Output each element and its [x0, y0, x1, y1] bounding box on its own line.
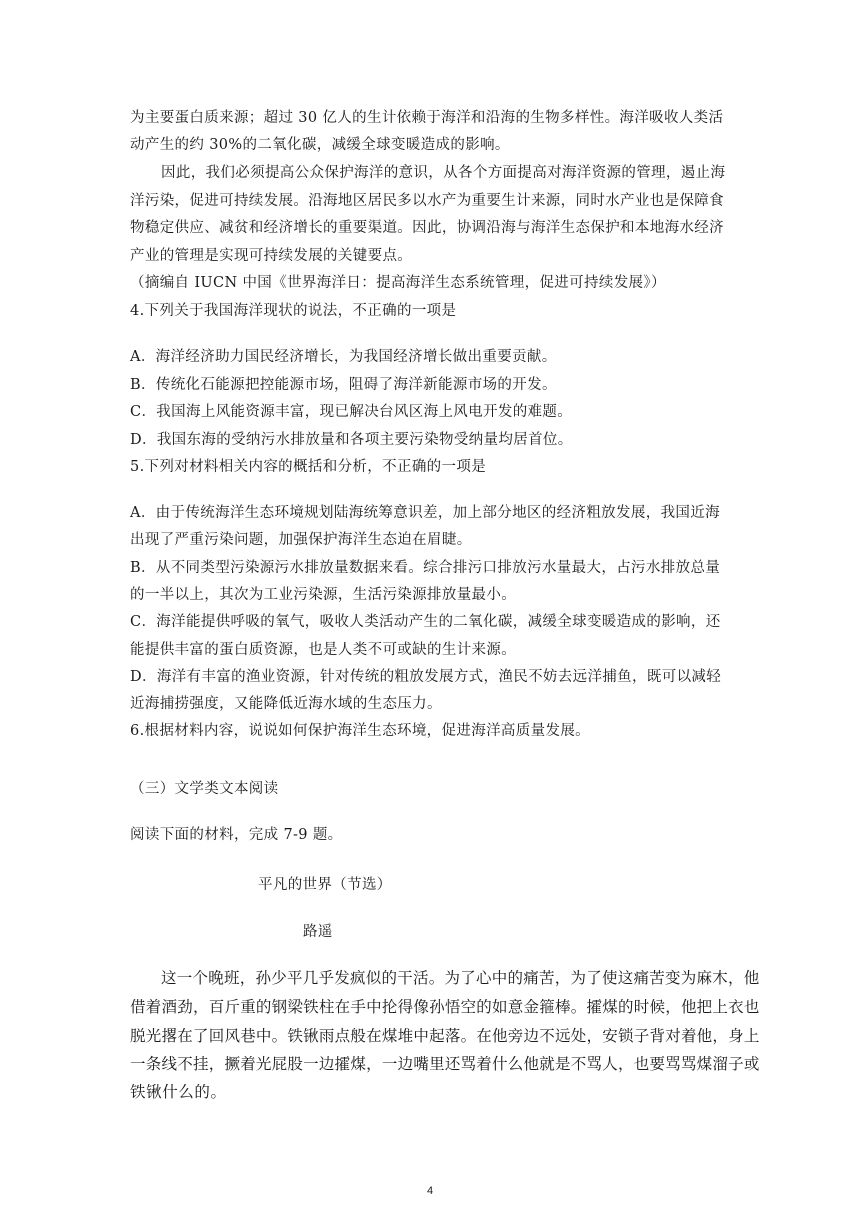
question-5: 5.下列对材料相关内容的概括和分析，不正确的一项是	[130, 459, 487, 475]
option-c: C．海洋能提供呼吸的氧气，吸收人类活动产生的二氧化碳，减缓全球变暖造成的影响，还	[130, 614, 721, 630]
question-4: 4.下列关于我国海洋现状的说法，不正确的一项是	[130, 303, 457, 319]
option-a-cont: 出现了严重污染问题，加强保护海洋生态迫在眉睫。	[130, 532, 472, 548]
option-b: B．传统化石能源把控能源市场，阻碍了海洋新能源市场的开发。	[130, 377, 557, 393]
passage-title: 平凡的世界（节选）	[258, 877, 392, 893]
paragraph-line: 因此，我们必须提高公众保护海洋的意识，从各个方面提高对海洋资源的管理，遏止海	[161, 165, 726, 181]
option-d-cont: 近海捕捞强度，又能降低近海水域的生态压力。	[130, 696, 442, 712]
option-c: C．我国海上风能资源丰富，现已解决台风区海上风电开发的难题。	[130, 404, 573, 420]
option-b-cont: 的一半以上，其次为工业污染源，生活污染源排放量最小。	[130, 587, 517, 603]
instruction: 阅读下面的材料，完成 7-9 题。	[130, 827, 343, 843]
paragraph-line: 洋污染，促进可持续发展。沿海地区居民多以水产为重要生计来源，同时水产业也是保障食	[130, 193, 724, 209]
passage-line: 借着酒劲，百斤重的钢梁铁柱在手中抡得像孙悟空的如意金箍棒。攉煤的时候，他把上衣也	[130, 998, 760, 1016]
passage-line: 铁锹什么的。	[130, 1083, 227, 1101]
option-a: A．由于传统海洋生态环境规划陆海统筹意识差，加上部分地区的经济粗放发展，我国近海	[130, 505, 720, 521]
source-citation: （摘编自 IUCN 中国《世界海洋日：提高海洋生态系统管理，促进可持续发展》）	[130, 275, 666, 291]
passage-line: 一条线不挂，撅着光屁股一边攉煤，一边嘴里还骂着什么他就是不骂人，也要骂骂煤溜子或	[130, 1055, 760, 1073]
option-b: B．从不同类型污染源污水排放量数据来看。综合排污口排放污水量最大，占污水排放总量	[130, 560, 721, 576]
paragraph-line: 物稳定供应、减贫和经济增长的重要渠道。因此，协调沿海与海洋生态保护和本地海水经济	[130, 220, 724, 236]
question-6: 6.根据材料内容，说说如何保护海洋生态环境，促进海洋高质量发展。	[130, 723, 591, 739]
page-number: 4	[426, 1185, 434, 1197]
paragraph-line: 为主要蛋白质来源；超过 30 亿人的生计依赖于海洋和沿海的生物多样性。海洋吸收人类活	[130, 110, 724, 126]
paragraph-line: 动产生的约 30%的二氧化碳，减缓全球变暖造成的影响。	[130, 137, 510, 153]
passage-line: 脱光撂在了回风巷中。铁锹雨点般在煤堆中起落。在他旁边不远处，安锁子背对着他，身上	[130, 1027, 760, 1045]
option-c-cont: 能提供丰富的蛋白质资源，也是人类不可或缺的生计来源。	[130, 642, 517, 658]
passage-line: 这一个晚班，孙少平几乎发疯似的干活。为了心中的痛苦，为了使这痛苦变为麻木，他	[161, 969, 760, 987]
paragraph-line: 产业的管理是实现可持续发展的关键要点。	[130, 248, 413, 264]
option-a: A．海洋经济助力国民经济增长，为我国经济增长做出重要贡献。	[130, 349, 557, 365]
option-d: D．海洋有丰富的渔业资源，针对传统的粗放发展方式，渔民不妨去远洋捕鱼，既可以减轻	[130, 669, 722, 685]
passage-author: 路遥	[303, 924, 333, 940]
section-heading: （三）文学类文本阅读	[130, 781, 279, 797]
option-d: D．我国东海的受纳污水排放量和各项主要污染物受纳量均居首位。	[130, 432, 573, 448]
